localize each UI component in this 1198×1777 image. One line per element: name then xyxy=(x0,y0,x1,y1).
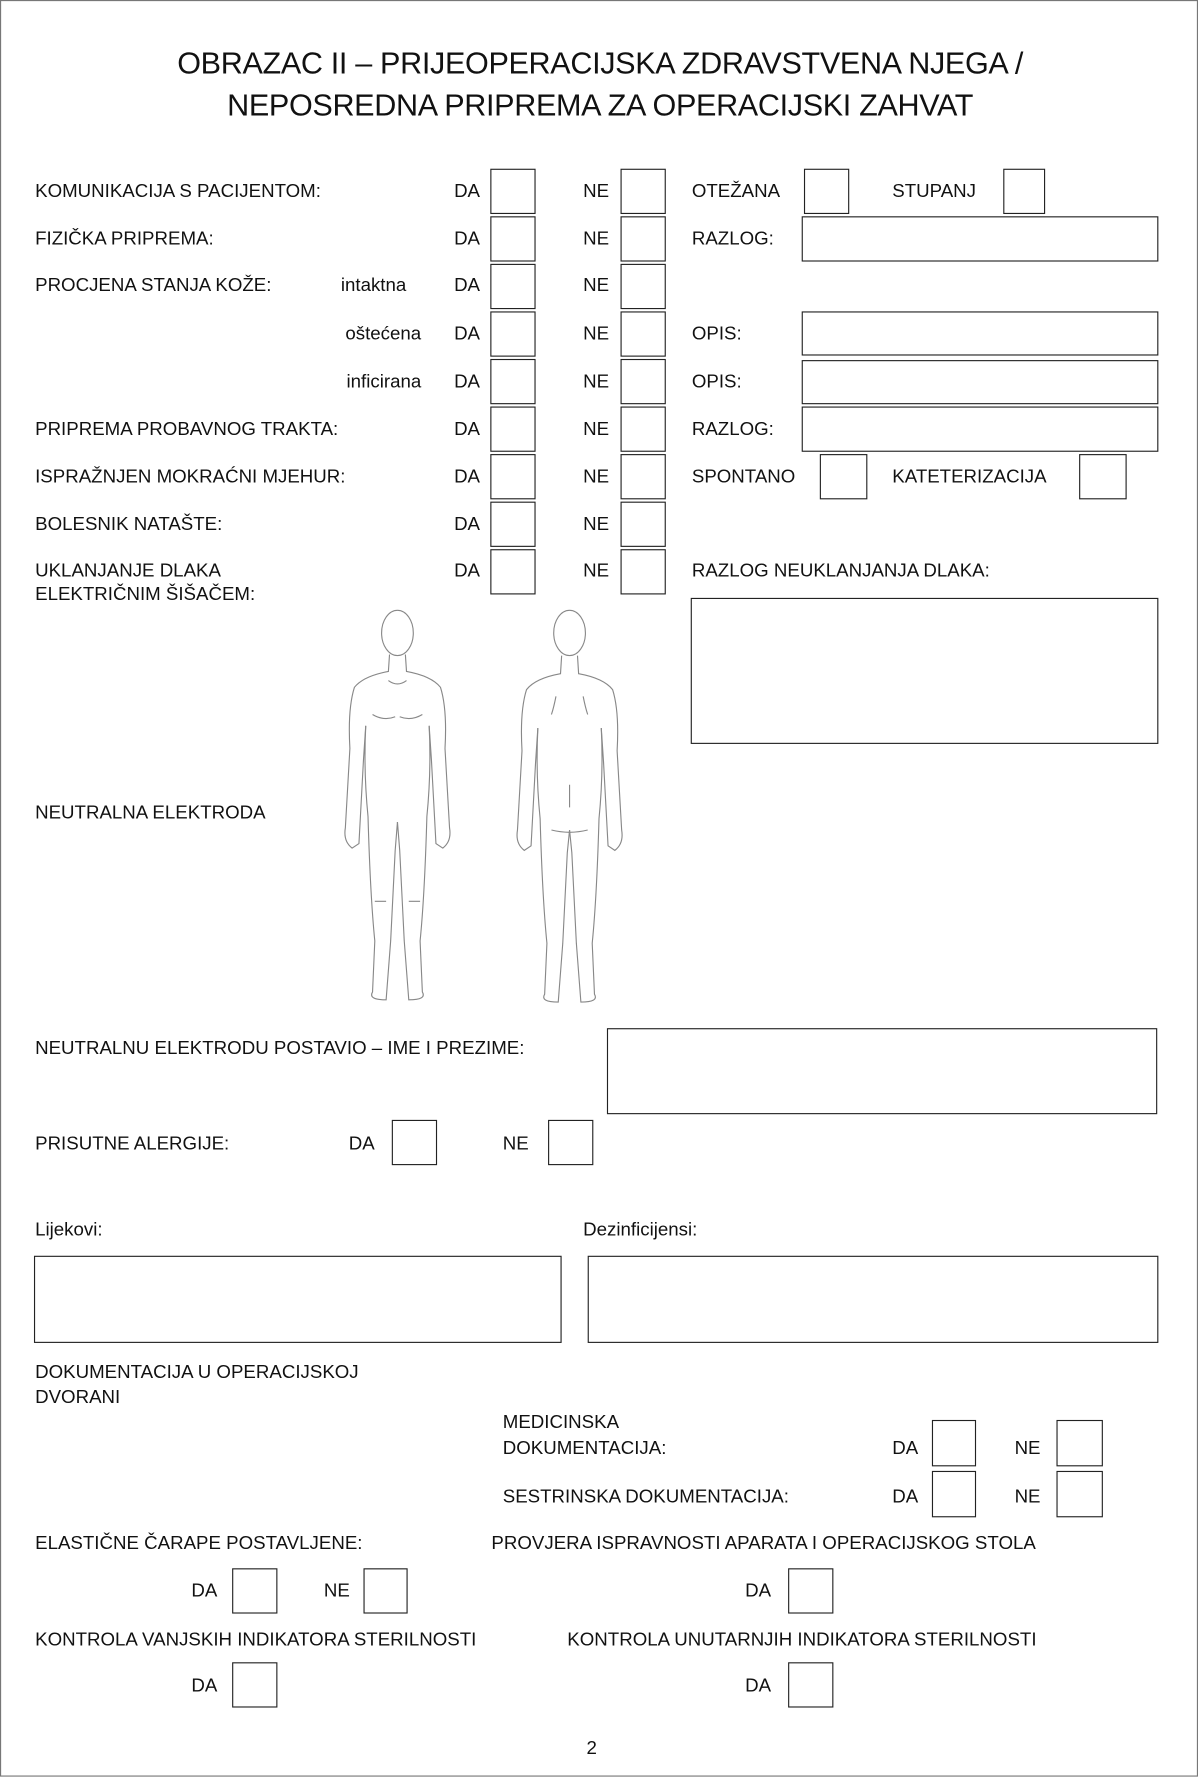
unutarnji-label: KONTROLA UNUTARNJIH INDIKATORA STERILNOSTI xyxy=(567,1629,1037,1650)
probavni-da-checkbox[interactable] xyxy=(490,407,535,452)
ne-label: NE xyxy=(583,371,610,392)
ne-label: NE xyxy=(583,323,610,345)
opis-label: OPIS: xyxy=(691,323,742,345)
ne-label: NE xyxy=(323,1580,350,1602)
da-label: DA xyxy=(892,1486,919,1508)
fizicka-razlog-field[interactable] xyxy=(802,216,1159,261)
probavni-razlog-field[interactable] xyxy=(802,407,1159,452)
unutarnji-da-checkbox[interactable] xyxy=(788,1662,833,1707)
da-label: DA xyxy=(191,1675,218,1697)
da-label: DA xyxy=(454,275,481,296)
probavni-label: PRIPREMA PROBAVNOG TRAKTA: xyxy=(35,418,339,440)
sestrinska-da-checkbox[interactable] xyxy=(932,1471,976,1517)
form-title-line2: NEPOSREDNA PRIPREMA ZA OPERACIJSKI ZAHVAT xyxy=(227,88,974,123)
body-front-figure[interactable] xyxy=(341,601,466,1011)
ne-label: NE xyxy=(583,560,610,581)
komunikacija-ne-checkbox[interactable] xyxy=(621,169,666,214)
ne-label: NE xyxy=(583,275,610,296)
kateterizacija-label: KATETERIZACIJA xyxy=(892,466,1047,487)
ostecena-opis-field[interactable] xyxy=(802,311,1159,355)
body-back-figure[interactable] xyxy=(513,604,638,1014)
medicinska-label-line2: DOKUMENTACIJA: xyxy=(502,1438,667,1459)
probavni-ne-checkbox[interactable] xyxy=(621,407,666,452)
postavio-label: NEUTRALNU ELEKTRODU POSTAVIO – IME I PREZIME: xyxy=(35,1038,525,1059)
medicinska-da-checkbox[interactable] xyxy=(932,1420,976,1466)
da-label: DA xyxy=(191,1580,218,1602)
inficirana-label: inficirana xyxy=(346,371,422,392)
alergije-da-checkbox[interactable] xyxy=(392,1120,437,1165)
otezana-label: OTEŽANA xyxy=(691,181,781,202)
komunikacija-da-checkbox[interactable] xyxy=(490,169,535,214)
razlog-dlaka-field[interactable] xyxy=(691,598,1159,744)
medicinska-ne-checkbox[interactable] xyxy=(1056,1420,1102,1466)
intaktna-ne-checkbox[interactable] xyxy=(621,264,666,309)
da-label: DA xyxy=(454,466,481,487)
razlog-dlaka-label: RAZLOG NEUKLANJANJA DLAKA: xyxy=(691,560,990,581)
nataste-ne-checkbox[interactable] xyxy=(621,502,666,547)
fizicka-ne-checkbox[interactable] xyxy=(621,216,666,261)
da-label: DA xyxy=(454,560,481,581)
nataste-label: BOLESNIK NATAŠTE: xyxy=(35,514,223,535)
fizicka-da-checkbox[interactable] xyxy=(490,216,535,261)
neutralna-elektroda-label: NEUTRALNA ELEKTRODA xyxy=(35,802,266,824)
ostecena-da-checkbox[interactable] xyxy=(490,311,535,356)
razlog-label: RAZLOG: xyxy=(691,228,774,250)
form-title-line1: OBRAZAC II – PRIJEOPERACIJSKA ZDRAVSTVENA NJEGA / xyxy=(177,46,1024,81)
da-label: DA xyxy=(454,514,481,535)
razlog-label: RAZLOG: xyxy=(691,418,774,440)
fizicka-label: FIZIČKA PRIPREMA: xyxy=(35,228,214,250)
da-label: DA xyxy=(892,1438,919,1459)
intaktna-da-checkbox[interactable] xyxy=(490,264,535,309)
ne-label: NE xyxy=(583,181,610,202)
inficirana-da-checkbox[interactable] xyxy=(490,359,535,404)
alergije-ne-checkbox[interactable] xyxy=(548,1120,593,1165)
da-label: DA xyxy=(454,181,481,202)
otezana-checkbox[interactable] xyxy=(804,169,849,214)
kateterizacija-checkbox[interactable] xyxy=(1079,454,1127,499)
inficirana-ne-checkbox[interactable] xyxy=(621,359,666,404)
ne-label: NE xyxy=(583,418,610,440)
dezinficijensi-label: Dezinficijensi: xyxy=(583,1219,698,1240)
carape-da-checkbox[interactable] xyxy=(232,1568,277,1613)
carape-ne-checkbox[interactable] xyxy=(363,1568,407,1613)
da-label: DA xyxy=(745,1580,772,1602)
medicinska-label-line1: MEDICINSKA xyxy=(502,1412,620,1433)
ostecena-ne-checkbox[interactable] xyxy=(621,311,666,356)
komunikacija-label: KOMUNIKACIJA S PACIJENTOM: xyxy=(35,181,321,202)
sestrinska-ne-checkbox[interactable] xyxy=(1056,1471,1102,1517)
ne-label: NE xyxy=(1014,1486,1041,1508)
ne-label: NE xyxy=(502,1133,529,1154)
alergije-label: PRISUTNE ALERGIJE: xyxy=(35,1133,230,1154)
stupanj-label: STUPANJ xyxy=(892,181,977,202)
da-label: DA xyxy=(454,418,481,440)
lijekovi-label: Lijekovi: xyxy=(35,1219,103,1240)
dezinficijensi-field[interactable] xyxy=(588,1256,1159,1343)
ne-label: NE xyxy=(583,514,610,535)
dlaka-label-line1: UKLANJANJE DLAKA xyxy=(35,560,221,581)
mjehur-label: ISPRAŽNJEN MOKRAĆNI MJEHUR: xyxy=(35,466,346,487)
koza-label: PROCJENA STANJA KOŽE: xyxy=(35,275,272,296)
carape-label: ELASTIČNE ČARAPE POSTAVLJENE: xyxy=(35,1533,363,1554)
da-label: DA xyxy=(454,228,481,250)
dokumentacija-label-line1: DOKUMENTACIJA U OPERACIJSKOJ xyxy=(35,1362,359,1383)
da-label: DA xyxy=(745,1675,772,1697)
ne-label: NE xyxy=(583,466,610,487)
ostecena-label: oštećena xyxy=(345,323,422,345)
inficirana-opis-field[interactable] xyxy=(802,360,1159,404)
nataste-da-checkbox[interactable] xyxy=(490,502,535,547)
vanjski-label: KONTROLA VANJSKIH INDIKATORA STERILNOSTI xyxy=(35,1629,477,1650)
ne-label: NE xyxy=(1014,1438,1041,1459)
provjera-da-checkbox[interactable] xyxy=(788,1568,833,1613)
spontano-label: SPONTANO xyxy=(691,466,796,487)
provjera-label: PROVJERA ISPRAVNOSTI APARATA I OPERACIJSKOG STOLA xyxy=(491,1533,1036,1554)
da-label: DA xyxy=(454,371,481,392)
spontano-checkbox[interactable] xyxy=(820,454,868,499)
mjehur-ne-checkbox[interactable] xyxy=(621,454,666,499)
intaktna-label: intaktna xyxy=(340,275,407,296)
page-number: 2 xyxy=(586,1738,597,1759)
dlaka-label-line2: ELEKTRIČNIM ŠIŠAČEM: xyxy=(35,584,256,605)
postavio-name-field[interactable] xyxy=(607,1028,1157,1114)
vanjski-da-checkbox[interactable] xyxy=(232,1662,277,1707)
opis-label: OPIS: xyxy=(691,371,742,392)
stupanj-field[interactable] xyxy=(1003,169,1045,214)
ne-label: NE xyxy=(583,228,610,250)
dokumentacija-label-line2: DVORANI xyxy=(35,1387,121,1408)
da-label: DA xyxy=(348,1133,375,1154)
sestrinska-label: SESTRINSKA DOKUMENTACIJA: xyxy=(502,1486,789,1508)
lijekovi-field[interactable] xyxy=(34,1256,562,1343)
mjehur-da-checkbox[interactable] xyxy=(490,454,535,499)
dlaka-ne-checkbox[interactable] xyxy=(621,549,666,594)
da-label: DA xyxy=(454,323,481,345)
dlaka-da-checkbox[interactable] xyxy=(490,549,535,594)
